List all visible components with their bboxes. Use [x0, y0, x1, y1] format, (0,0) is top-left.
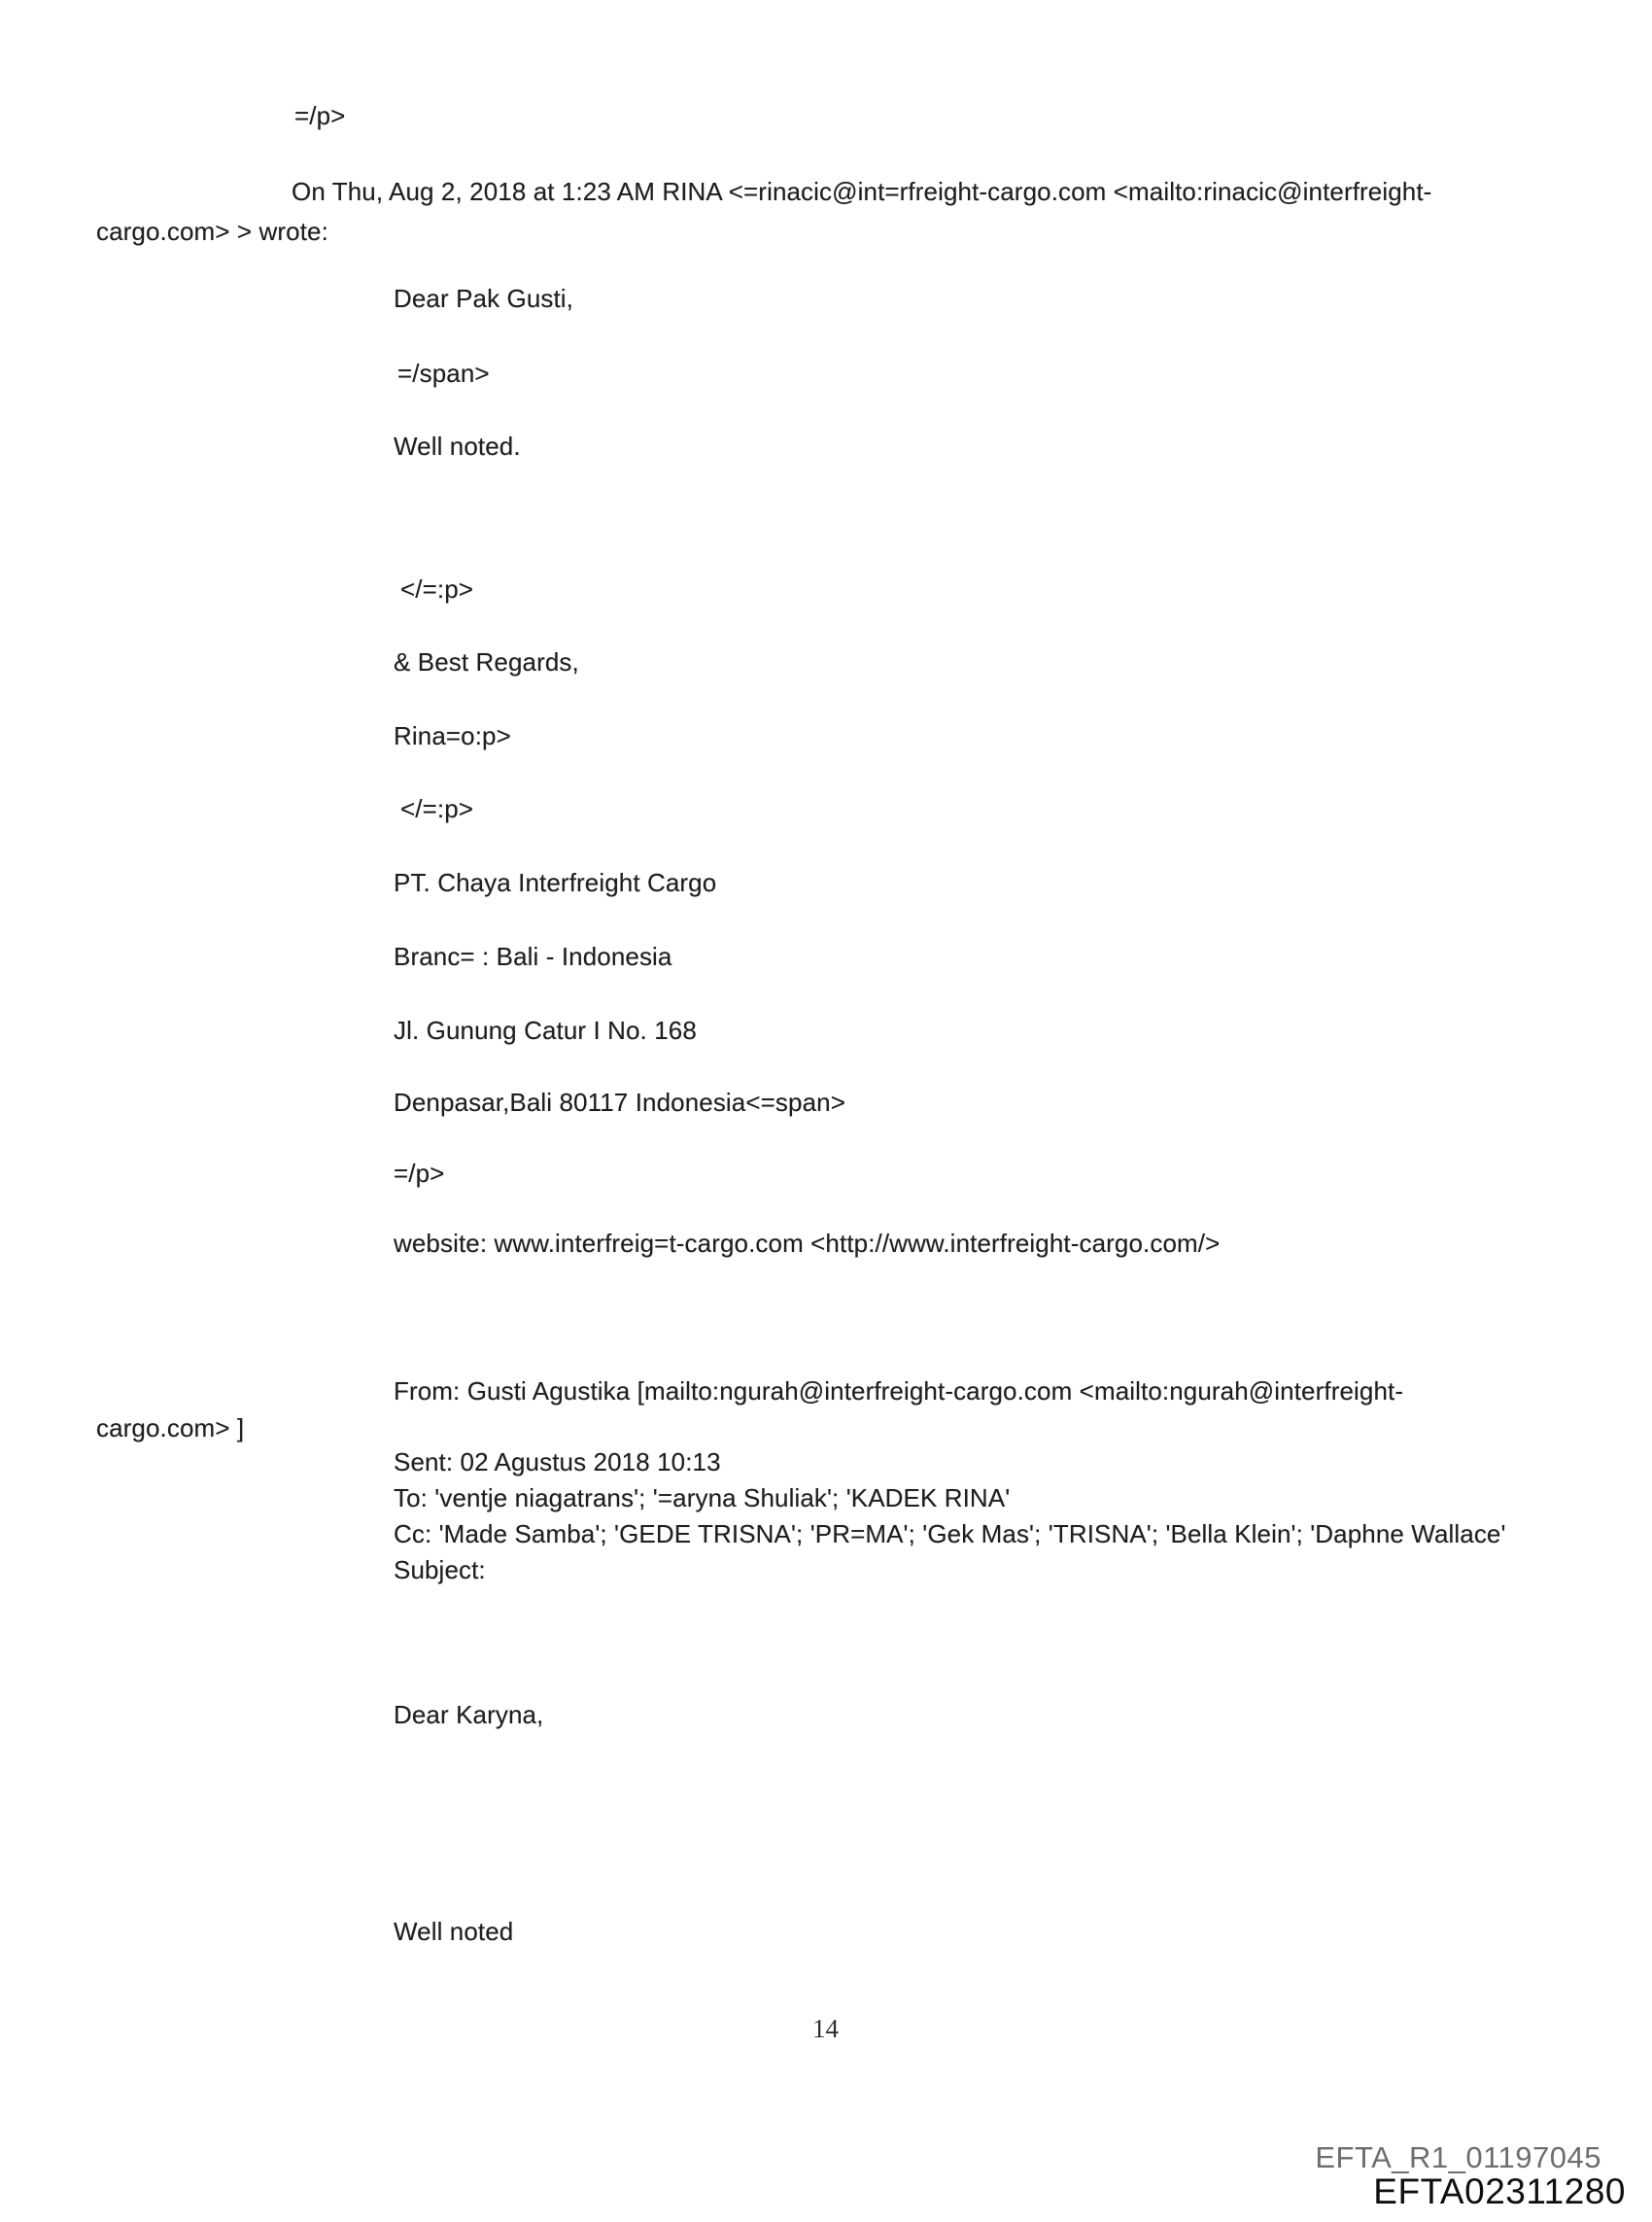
text-line: PT. Chaya Interfreight Cargo — [394, 868, 717, 897]
text-line: From: Gusti Agustika [mailto:ngurah@interfreight-cargo.com <mailto:ngurah@interfreight- — [394, 1376, 1404, 1406]
text-line: To: 'ventje niagatrans'; '=aryna Shuliak'; 'KADEK RINA' — [394, 1483, 1011, 1512]
text-line: Dear Pak Gusti, — [394, 284, 574, 313]
text-line: Sent: 02 Agustus 2018 10:13 — [394, 1447, 721, 1476]
text-line: Jl. Gunung Catur I No. 168 — [394, 1016, 697, 1045]
text-line: cargo.com> > wrote: — [96, 217, 328, 246]
text-line: cargo.com> ] — [96, 1413, 245, 1442]
text-line: =/p> — [394, 1159, 445, 1188]
text-line: & Best Regards, — [394, 647, 579, 677]
text-line: Dear Karyna, — [394, 1700, 544, 1729]
text-line: =/p> — [294, 101, 346, 130]
text-line: On Thu, Aug 2, 2018 at 1:23 AM RINA <=rinacic@int=rfreight-cargo.com <mailto:rinacic@interfreight- — [292, 177, 1432, 206]
text-line: Well noted — [394, 1917, 514, 1946]
text-line: Subject: — [394, 1555, 486, 1584]
text-line: </=:p> — [400, 574, 474, 604]
text-line: website: www.interfreig=t-cargo.com <http://www.interfreight-cargo.com/> — [394, 1229, 1221, 1258]
text-line: Denpasar,Bali 80117 Indonesia<=span> — [394, 1088, 845, 1117]
page-number: 14 — [812, 2014, 839, 2043]
text-line: </=:p> — [400, 794, 474, 823]
text-line: Cc: 'Made Samba'; 'GEDE TRISNA'; 'PR=MA'; 'Gek Mas'; 'TRISNA'; 'Bella Klein'; 'Daphne Wallace' — [394, 1519, 1506, 1548]
bates-stamp-exhibit-number: EFTA02311280 — [1373, 2171, 1626, 2211]
text-line: Rina=o:p> — [394, 721, 511, 750]
text-line: Branc= : Bali - Indonesia — [394, 942, 672, 971]
bates-stamp-production-number: EFTA_R1_01197045 — [1315, 2140, 1601, 2174]
text-line: Well noted. — [394, 432, 521, 461]
text-line: =/span> — [397, 359, 490, 388]
